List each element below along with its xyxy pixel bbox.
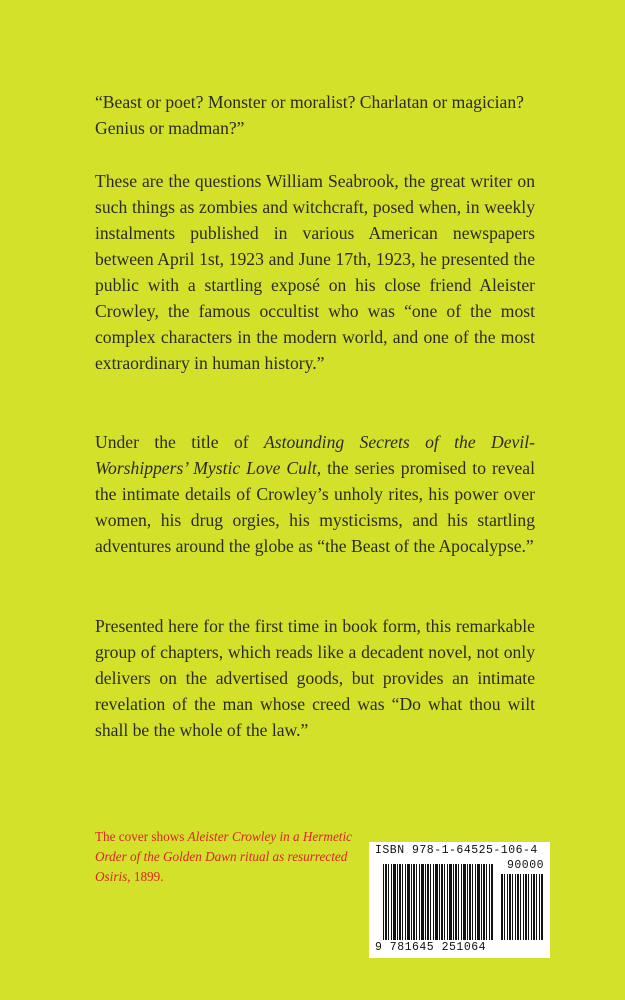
addon-barcode-bars [501,874,543,940]
caption-tail: , 1899. [127,869,164,884]
opening-quote: “Beast or poet? Monster or moralist? Charlatan or magician? Genius or madman?” [95,92,524,138]
description-paragraph-1: These are the questions William Seabrook, the great writer on such things as zombies and witchcraft, posed when, in weekly instalments published in various American newspapers between April 1st, 1923 and June 17th, 1923, he presented the public with a startling exposé on his close friend Aleister Crowley, the famous occultist who was “one of the most complex characters in the modern world, and one of the most extraordinary in human history.” [95,171,535,373]
series-title: Astounding Secrets of the Devil-Worshippers’ Mystic Love Cult [95,432,535,478]
barcode-bars [383,864,493,940]
barcode-digits: 9 781645 251064 [375,941,487,954]
description-paragraph-3: Presented here for the first time in book form, this remarkable group of chapters, which reads like a decadent novel, not only delivers on the advertised goods, but provides an intimate revelation of the man whose creed was “Do what thou wilt shall be the whole of the law.” [95,616,535,740]
description-paragraph-2 [95,429,535,559]
paragraph-lead: Under the title of [95,432,265,452]
isbn-barcode [369,842,550,958]
paragraph-rest: , the series promised to reveal the intimate details of Crowley’s unholy rites, his power over women, his drug orgies, his mysticisms, and his startling adventures around the globe as “the Beast of the Apocalypse.” [95,458,535,556]
price-code: 90000 [506,859,544,872]
caption-italic: Aleister Crowley in a Hermetic Order of the Golden Dawn ritual as resurrected Osiris [95,829,352,884]
isbn-text: ISBN 978-1-64525-106-4 [375,844,538,857]
caption-lead: The cover shows [95,829,188,844]
cover-caption [95,827,365,887]
